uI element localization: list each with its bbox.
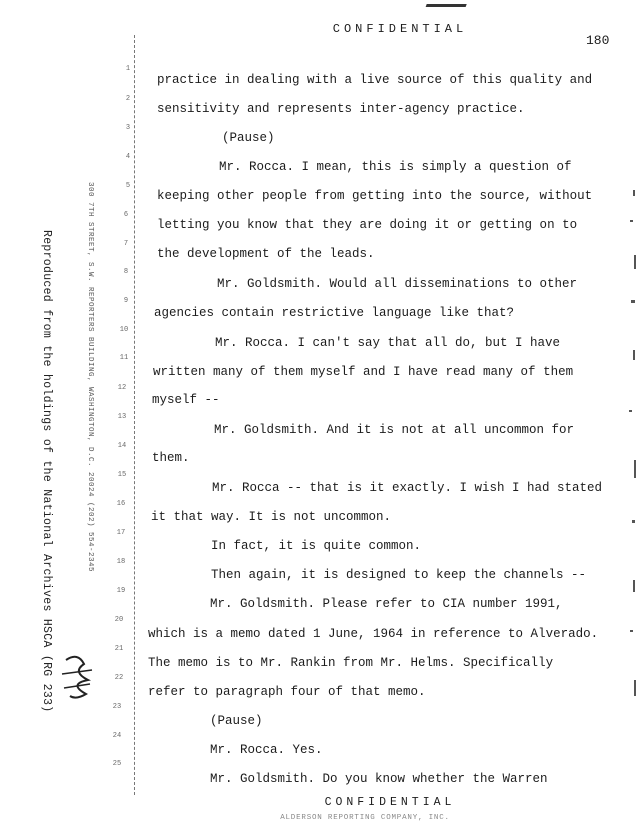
line-number: 4 bbox=[125, 153, 131, 161]
transcript-line: them. bbox=[152, 451, 190, 465]
transcript-line: Then again, it is designed to keep the channels -- bbox=[211, 568, 587, 582]
transcript-line: refer to paragraph four of that memo. bbox=[148, 685, 426, 699]
transcript-line: myself -- bbox=[152, 393, 220, 407]
scan-edge-speckle bbox=[624, 160, 638, 720]
reporter-address-note: 300 7TH STREET, S.W. REPORTERS BUILDING, WASHINGTON, D.C. 20024 (202) 554-2345 bbox=[86, 182, 94, 573]
transcript-line: Mr. Rocca -- that is it exactly. I wish I had stated bbox=[212, 481, 603, 495]
line-number: 16 bbox=[116, 500, 126, 508]
transcript-line: Mr. Goldsmith. Please refer to CIA number 1991, bbox=[210, 597, 563, 611]
line-number: 20 bbox=[114, 616, 124, 624]
line-number: 2 bbox=[125, 95, 131, 103]
line-number: 21 bbox=[114, 645, 124, 653]
line-number: 18 bbox=[116, 558, 126, 566]
transcript-line: written many of them myself and I have read many of them bbox=[153, 365, 574, 379]
header-confidential-stamp: CONFIDENTIAL bbox=[332, 22, 468, 36]
transcript-line: Mr. Rocca. I mean, this is simply a question of bbox=[219, 160, 572, 174]
line-number: 10 bbox=[119, 326, 129, 334]
line-number: 23 bbox=[112, 703, 122, 711]
transcript-line: (Pause) bbox=[222, 131, 275, 145]
line-number: 6 bbox=[123, 211, 129, 219]
transcript-line: Mr. Goldsmith. And it is not at all uncommon for bbox=[214, 423, 575, 437]
transcript-line: Mr. Rocca. I can't say that all do, but I have bbox=[215, 336, 561, 350]
line-number: 24 bbox=[112, 732, 122, 740]
transcript-line: the development of the leads. bbox=[157, 247, 375, 261]
line-number: 3 bbox=[125, 124, 131, 132]
line-number: 12 bbox=[117, 384, 127, 392]
line-number: 17 bbox=[116, 529, 126, 537]
archive-reproduction-note: Reproduced from the holdings of the National Archives HSCA (RG 233) bbox=[40, 230, 53, 713]
transcript-line: which is a memo dated 1 June, 1964 in reference to Alverado. bbox=[148, 627, 599, 641]
line-number: 7 bbox=[123, 240, 129, 248]
transcript-line: In fact, it is quite common. bbox=[211, 539, 422, 553]
transcript-line: Mr. Goldsmith. Do you know whether the Warren bbox=[210, 772, 548, 786]
line-number: 1 bbox=[125, 65, 131, 73]
line-number: 9 bbox=[123, 297, 129, 305]
line-number: 5 bbox=[125, 182, 131, 190]
footer-company-name: ALDERSON REPORTING COMPANY, INC. bbox=[280, 814, 450, 822]
line-number: 11 bbox=[119, 354, 129, 362]
footer-confidential-stamp: CONFIDENTIAL bbox=[324, 796, 456, 809]
transcript-line: keeping other people from getting into the source, without bbox=[157, 189, 593, 203]
line-number: 13 bbox=[117, 413, 127, 421]
transcript-line: The memo is to Mr. Rankin from Mr. Helms. Specifically bbox=[148, 656, 554, 670]
line-number: 14 bbox=[117, 442, 127, 450]
transcript-line: agencies contain restrictive language like that? bbox=[154, 306, 515, 320]
transcript-line: (Pause) bbox=[210, 714, 263, 728]
line-number: 22 bbox=[114, 674, 124, 682]
line-number: 25 bbox=[112, 760, 122, 768]
transcript-line: Mr. Rocca. Yes. bbox=[210, 743, 323, 757]
transcript-line: it that way. It is not uncommon. bbox=[151, 510, 392, 524]
transcript-line: Mr. Goldsmith. Would all disseminations to other bbox=[217, 277, 578, 291]
line-number: 19 bbox=[116, 587, 126, 595]
transcript-line: letting you know that they are doing it or getting on to bbox=[157, 218, 578, 232]
line-number: 15 bbox=[117, 471, 127, 479]
transcript-line: sensitivity and represents inter-agency practice. bbox=[157, 102, 525, 116]
page-number: 180 bbox=[586, 33, 610, 48]
line-number: 8 bbox=[123, 268, 129, 276]
transcript-line: practice in dealing with a live source of this quality and bbox=[157, 73, 593, 87]
